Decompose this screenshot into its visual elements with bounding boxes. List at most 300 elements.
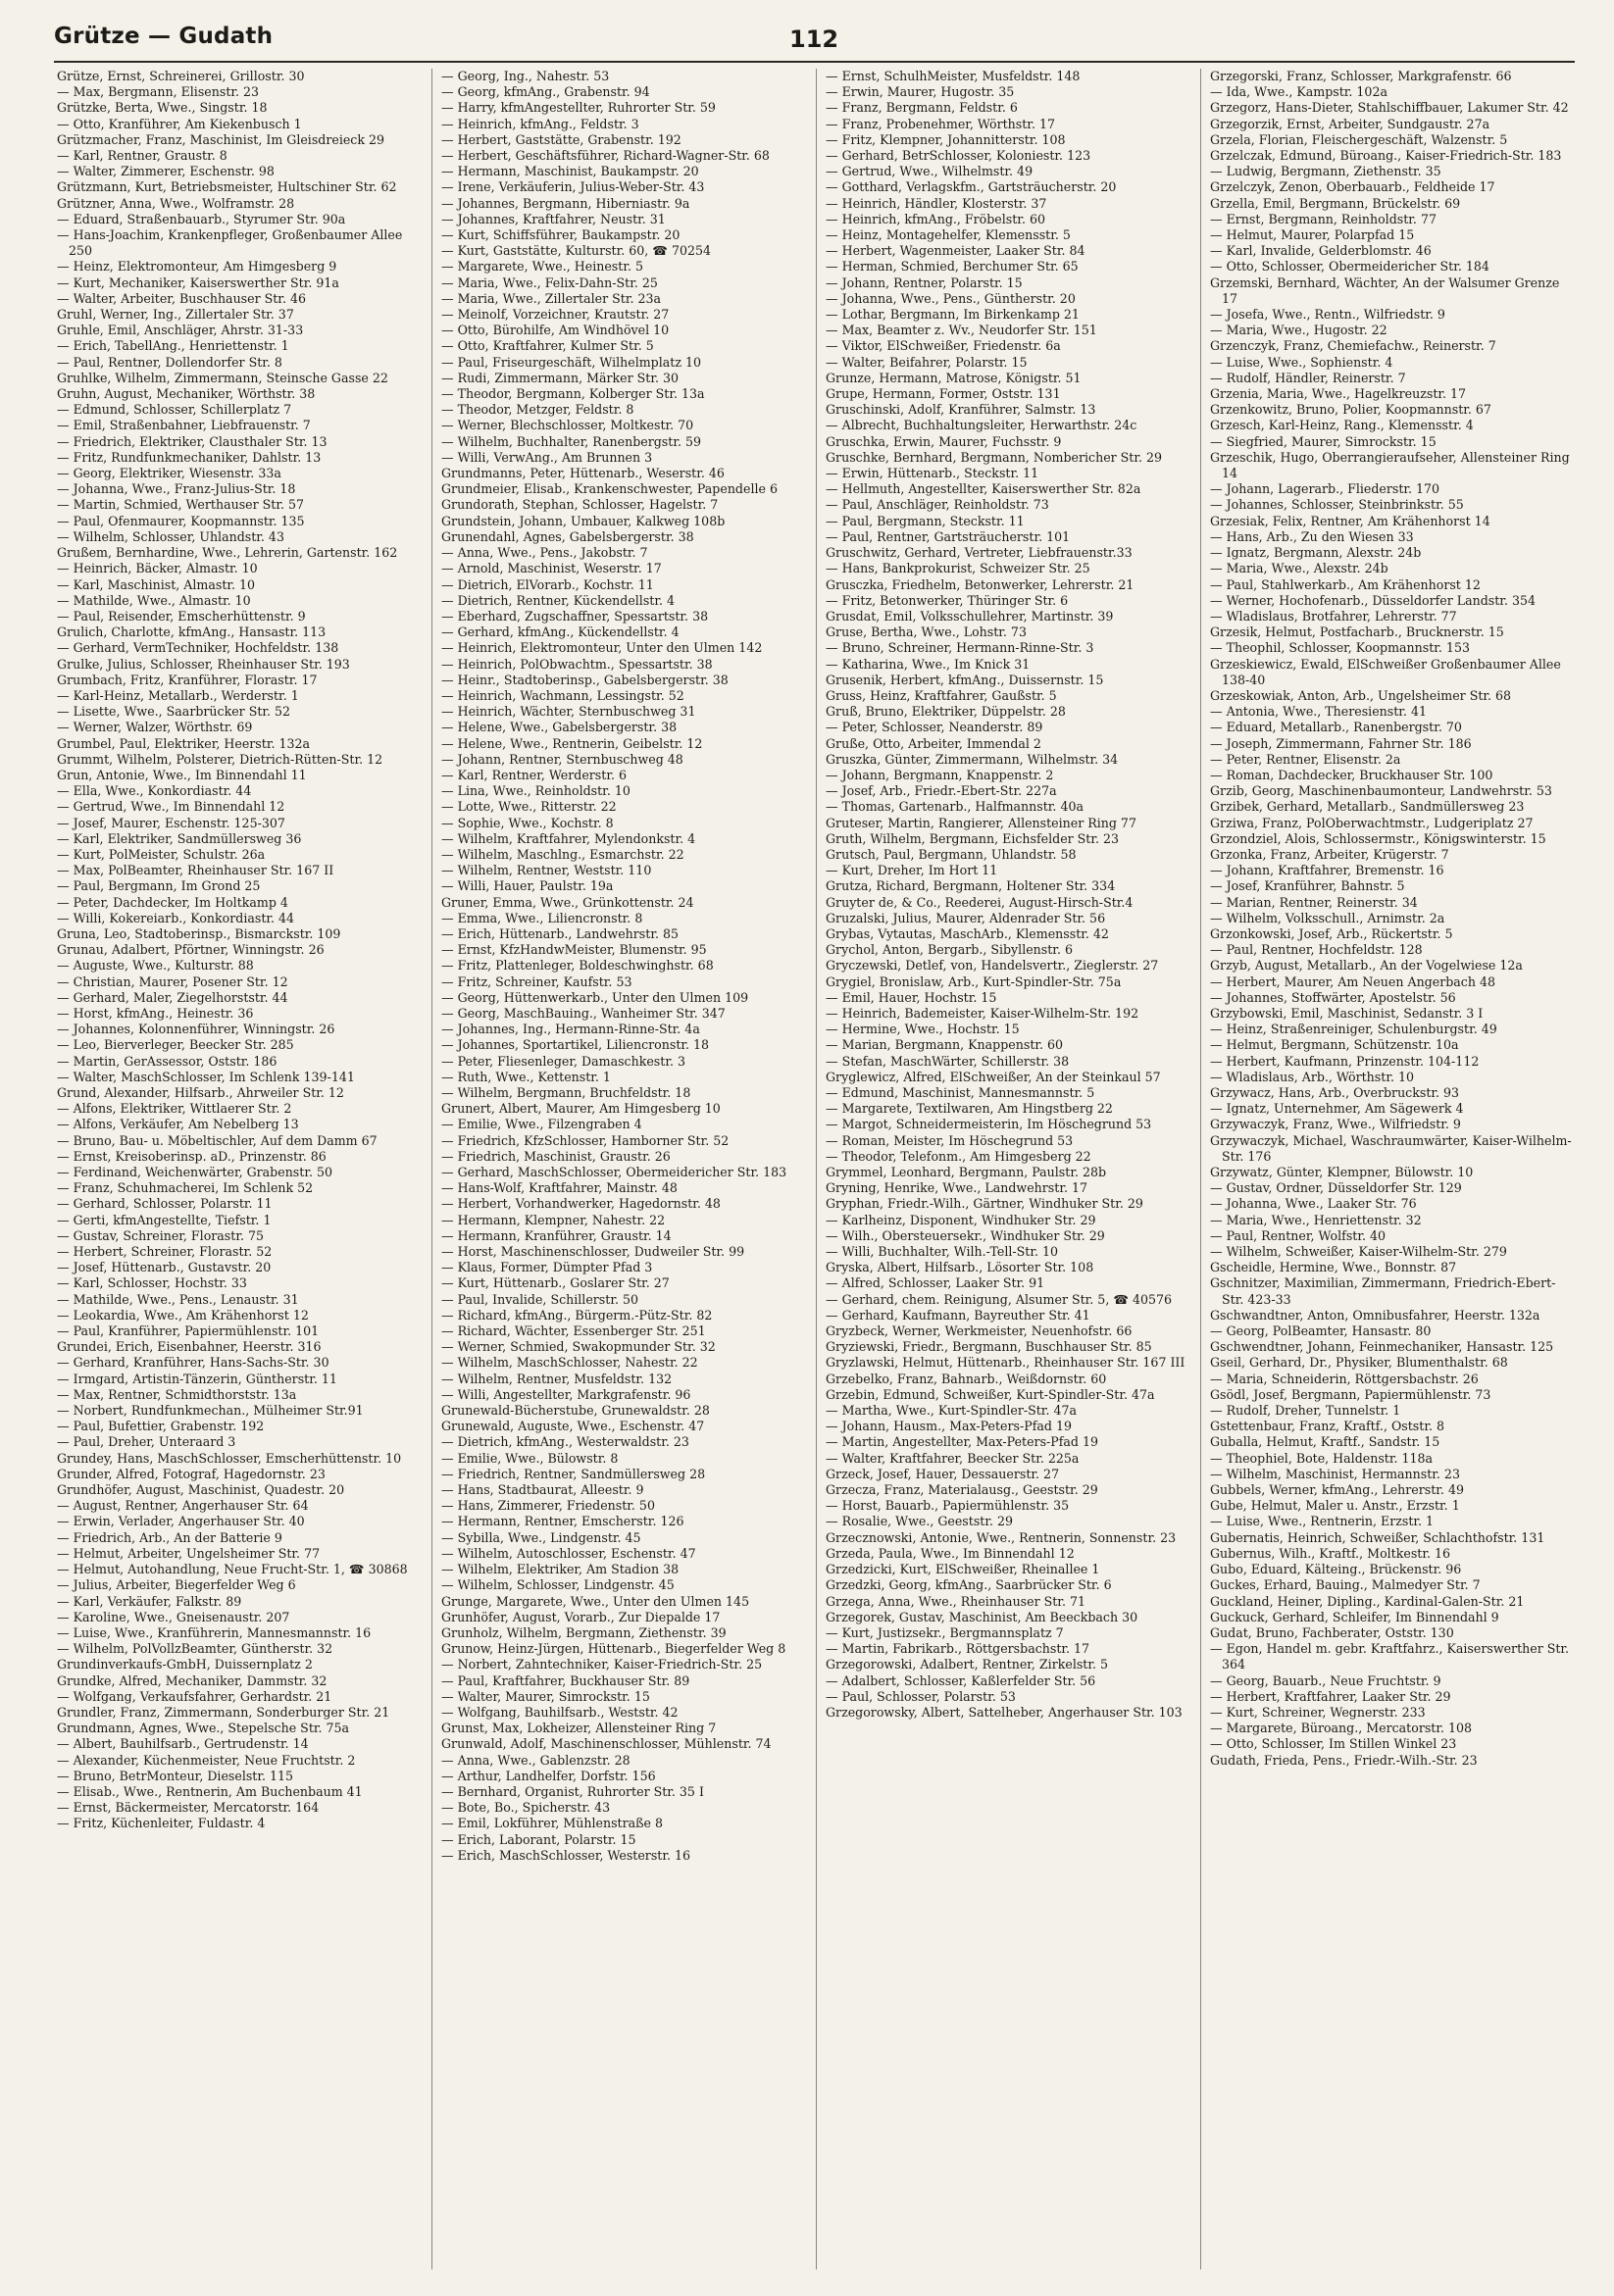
directory-entry: — Georg, kfmAng., Grabenstr. 94	[441, 84, 650, 100]
directory-entry: — Fritz, Küchenleiter, Fuldastr. 4	[57, 1816, 266, 1831]
directory-entry: — Horst, Bauarb., Papiermühlenstr. 35	[826, 1498, 1070, 1514]
directory-entry: — Fritz, Schreiner, Kaufstr. 53	[441, 973, 632, 989]
directory-entry: Gryzbeck, Werner, Werkmeister, Neuenhofstr. 66	[826, 1323, 1133, 1339]
directory-entry: — Kurt, Mechaniker, Kaiserswerther Str. 91a	[57, 275, 339, 290]
directory-entry: — Georg, Elektriker, Wiesenstr. 33a	[57, 466, 281, 481]
directory-entry: — Herbert, Kaufmann, Prinzenstr. 104-112	[1210, 1053, 1480, 1069]
directory-entry: — Max, Beamter z. Wv., Neudorfer Str. 151	[826, 323, 1097, 338]
directory-entry: Grzib, Georg, Maschinenbaumonteur, Landwehrstr. 53	[1210, 783, 1552, 799]
directory-entry: — Maria, Wwe., Felix-Dahn-Str. 25	[441, 275, 658, 290]
directory-entry: — Friedrich, Rentner, Sandmüllersweg 28	[441, 1466, 706, 1481]
directory-entry: — Johannes, Sportartikel, Liliencronstr. 18	[441, 1037, 710, 1053]
directory-entry: — Willi, Buchhalter, Wilh.-Tell-Str. 10	[826, 1244, 1059, 1260]
directory-entry: — Kurt, Schreiner, Wegnerstr. 233	[1210, 1704, 1426, 1720]
directory-entry: Grützmann, Kurt, Betriebsmeister, Hultschiner Str. 62	[57, 179, 397, 195]
directory-entry: — Paul, Kranführer, Papiermühlenstr. 101	[57, 1323, 320, 1339]
directory-entry: Grunholz, Wilhelm, Bergmann, Ziethenstr. 39	[441, 1624, 727, 1640]
directory-entry: Grunau, Adalbert, Pförtner, Winningstr. 26	[57, 942, 325, 958]
directory-entry: Grzenkowitz, Bruno, Polier, Koopmannstr. 67	[1210, 402, 1491, 418]
directory-entry: — Gerhard, Schlosser, Polarstr. 11	[57, 1196, 273, 1212]
directory-entry: Grzywaczyk, Franz, Wwe., Wilfriedstr. 9	[1210, 1117, 1461, 1132]
directory-entry: — Viktor, ElSchweißer, Friedenstr. 6a	[826, 338, 1061, 354]
directory-entry: Grundei, Erich, Eisenbahner, Heerstr. 316	[57, 1339, 322, 1355]
directory-entry: — Hermann, Kranführer, Graustr. 14	[441, 1227, 672, 1243]
directory-entry: Gube, Helmut, Maler u. Anstr., Erzstr. 1	[1210, 1498, 1460, 1514]
directory-entry: Grziwa, Franz, PolOberwachtmstr., Ludgeriplatz 27	[1210, 815, 1534, 830]
directory-entry: — Emilie, Wwe., Filzengraben 4	[441, 1117, 642, 1132]
directory-entry: — Gustav, Ordner, Düsseldorfer Str. 129	[1210, 1180, 1462, 1196]
directory-entry: Grzella, Emil, Bergmann, Brückelstr. 69	[1210, 195, 1461, 211]
directory-entry: — Wilh., Obersteuersekr., Windhuker Str. 29	[826, 1227, 1105, 1243]
directory-entry: — Elisab., Wwe., Rentnerin, Am Buchenbaum 41	[57, 1783, 363, 1799]
directory-entry: — Egon, Handel m. gebr. Kraftfahrz., Kaiserswerther Str. 364	[1210, 1641, 1570, 1672]
directory-entry: — Emil, Lokführer, Mühlenstraße 8	[441, 1816, 664, 1831]
directory-entry: — Erich, Hüttenarb., Landwehrstr. 85	[441, 925, 679, 941]
directory-entry: — Heinrich, Bademeister, Kaiser-Wilhelm-Str. 192	[826, 1005, 1139, 1021]
directory-entry: Grzecza, Franz, Materialausg., Geeststr. 29	[826, 1482, 1098, 1498]
directory-entry: — Leo, Bierverleger, Beecker Str. 285	[57, 1037, 294, 1053]
directory-entry: — Wilhelm, Rentner, Weststr. 110	[441, 863, 652, 878]
directory-entry: — Stefan, MaschWärter, Schillerstr. 38	[826, 1053, 1070, 1069]
directory-entry: Grunst, Max, Lokheizer, Allensteiner Ring 7	[441, 1721, 717, 1736]
directory-entry: — Karl, Invalide, Gelderblomstr. 46	[1210, 243, 1432, 259]
directory-entry: Gruszka, Günter, Zimmermann, Wilhelmstr. 34	[826, 751, 1119, 767]
directory-entry: — Fritz, Rundfunkmechaniker, Dahlstr. 13	[57, 449, 322, 465]
directory-entry: Grützmacher, Franz, Maschinist, Im Gleisdreieck 29	[57, 131, 385, 147]
directory-entry: — Karl, Rentner, Werderstr. 6	[441, 767, 627, 782]
directory-entry: Grußem, Bernhardine, Wwe., Lehrerin, Gartenstr. 162	[57, 545, 398, 561]
directory-entry: — Karl, Elektriker, Sandmüllersweg 36	[57, 830, 302, 846]
directory-entry: — Heinrich, Wächter, Sternbuschweg 31	[441, 704, 696, 720]
directory-entry: — Werner, Schmied, Swakopmunder Str. 32	[441, 1339, 716, 1355]
directory-entry: — Ida, Wwe., Kampstr. 102a	[1210, 84, 1387, 100]
directory-entry: — Josefa, Wwe., Rentn., Wilfriedstr. 9	[1210, 307, 1445, 323]
directory-entry: Guckland, Heiner, Dipling., Kardinal-Galen-Str. 21	[1210, 1593, 1525, 1609]
directory-entry: — Herbert, Gaststätte, Grabenstr. 192	[441, 131, 681, 147]
directory-entry: — Ignatz, Bergmann, Alexstr. 24b	[1210, 545, 1422, 561]
directory-entry: Gruzalski, Julius, Maurer, Aldenrader Str. 56	[826, 910, 1106, 925]
directory-entry: — Eduard, Metallarb., Ranenbergstr. 70	[1210, 720, 1462, 735]
directory-entry: Grzegorek, Gustav, Maschinist, Am Beeckbach 30	[826, 1609, 1138, 1624]
directory-entry: — Max, Rentner, Schmidthorststr. 13a	[57, 1386, 297, 1402]
directory-entry: — Emma, Wwe., Liliencronstr. 8	[441, 910, 643, 925]
directory-entry: Grzonka, Franz, Arbeiter, Krügerstr. 7	[1210, 846, 1449, 862]
directory-entry: — Johannes, Kolonnenführer, Winningstr. 26	[57, 1022, 335, 1037]
directory-entry: — Helmut, Autohandlung, Neue Frucht-Str. 1, ☎ 30868	[57, 1562, 408, 1577]
directory-entry: — Theodor, Bergmann, Kolberger Str. 13a	[441, 386, 705, 402]
directory-entry: — Martin, Angestellter, Max-Peters-Pfad 19	[826, 1434, 1099, 1450]
directory-entry: — Georg, PolBeamter, Hansastr. 80	[1210, 1323, 1432, 1339]
directory-entry: — Eduard, Straßenbauarb., Styrumer Str. 90a	[57, 211, 346, 226]
directory-entry: — Sybilla, Wwe., Lindgenstr. 45	[441, 1529, 641, 1545]
directory-entry: — Albert, Bauhilfsarb., Gertrudenstr. 14	[57, 1736, 309, 1752]
directory-entry: Grzelczak, Edmund, Büroang., Kaiser-Friedrich-Str. 183	[1210, 148, 1562, 164]
directory-column-3	[826, 69, 1190, 2274]
directory-entry: — Gerhard, VermTechniker, Hochfeldstr. 138	[57, 640, 339, 656]
directory-entry: Gstettenbaur, Franz, Kraftf., Oststr. 8	[1210, 1419, 1444, 1434]
directory-entry: Grzyb, August, Metallarb., An der Vogelwiese 12a	[1210, 958, 1523, 973]
directory-entry: Guckes, Erhard, Bauing., Malmedyer Str. 7	[1210, 1577, 1481, 1593]
directory-entry: — Johannes, Stoffwärter, Apostelstr. 56	[1210, 989, 1456, 1005]
directory-entry: — Otto, Kraftfahrer, Kulmer Str. 5	[441, 338, 654, 354]
directory-entry: Guballa, Helmut, Kraftf., Sandstr. 15	[1210, 1434, 1440, 1450]
directory-entry: Gryziewski, Friedr., Bergmann, Buschhauser Str. 85	[826, 1339, 1152, 1355]
directory-entry: — Roman, Meister, Im Höschegrund 53	[826, 1132, 1074, 1148]
directory-entry: — Hermann, Klempner, Nahestr. 22	[441, 1212, 666, 1227]
directory-entry: — Albrecht, Buchhaltungsleiter, Herwarthstr. 24c	[826, 418, 1137, 433]
directory-entry: Gruschke, Bernhard, Bergmann, Nombericher Str. 29	[826, 449, 1163, 465]
directory-entry: Gubernus, Wilh., Kraftf., Moltkestr. 16	[1210, 1545, 1451, 1561]
directory-entry: — Kurt, Dreher, Im Hort 11	[826, 863, 998, 878]
directory-column-4	[1210, 69, 1575, 2274]
directory-entry: Grundmanns, Peter, Hüttenarb., Weserstr. 46	[441, 466, 725, 481]
directory-entry: — Johannes, Kraftfahrer, Neustr. 31	[441, 211, 666, 226]
directory-entry: — Sophie, Wwe., Kochstr. 8	[441, 815, 614, 830]
directory-entry: Grunert, Albert, Maurer, Am Himgesberg 10	[441, 1101, 721, 1117]
directory-entry: — Karlheinz, Disponent, Windhuker Str. 29	[826, 1212, 1096, 1227]
directory-entry: — Rudolf, Dreher, Tunnelstr. 1	[1210, 1403, 1401, 1419]
directory-entry: — Karl-Heinz, Metallarb., Werderstr. 1	[57, 687, 299, 703]
directory-entry: — Ella, Wwe., Konkordiastr. 44	[57, 783, 252, 799]
directory-entry: Gscheidle, Hermine, Wwe., Bonnstr. 87	[1210, 1260, 1457, 1275]
directory-entry: Grzenia, Maria, Wwe., Hagelkreuzstr. 17	[1210, 386, 1467, 402]
directory-entry: Gseil, Gerhard, Dr., Physiker, Blumenthalstr. 68	[1210, 1355, 1508, 1371]
directory-entry: — Wilhelm, Maschlng., Esmarchstr. 22	[441, 846, 684, 862]
directory-entry: Grunewald, Auguste, Wwe., Eschenstr. 47	[441, 1419, 705, 1434]
directory-entry: Gruß, Bruno, Elektriker, Düppelstr. 28	[826, 704, 1066, 720]
directory-entry: — Georg, Hüttenwerkarb., Unter den Ulmen 109	[441, 989, 749, 1005]
directory-entry: — Kurt, Hüttenarb., Goslarer Str. 27	[441, 1275, 670, 1291]
directory-entry: — Peter, Dachdecker, Im Holtkamp 4	[57, 894, 288, 910]
directory-entry: — Paul, Bergmann, Steckstr. 11	[826, 513, 1025, 528]
directory-entry: Grybas, Vytautas, MaschArb., Klemensstr. 42	[826, 925, 1109, 941]
directory-entry: — Gertrud, Wwe., Im Binnendahl 12	[57, 799, 285, 815]
directory-entry: — Werner, Blechschlosser, Moltkestr. 70	[441, 418, 694, 433]
directory-entry: — Fritz, Betonwerker, Thüringer Str. 6	[826, 592, 1069, 608]
directory-entry: — Alfons, Elektriker, Wittlaerer Str. 2	[57, 1101, 292, 1117]
directory-entry: — Friedrich, Arb., An der Batterie 9	[57, 1529, 282, 1545]
directory-entry: — Erich, TabellAng., Henriettenstr. 1	[57, 338, 289, 354]
directory-entry: Grunge, Margarete, Wwe., Unter den Ulmen 145	[441, 1593, 750, 1609]
directory-entry: — Friedrich, Elektriker, Clausthaler Str. 13	[57, 433, 328, 449]
directory-entry: Grunwald, Adolf, Maschinenschlosser, Mühlenstr. 74	[441, 1736, 772, 1752]
directory-entry: — Martha, Wwe., Kurt-Spindler-Str. 47a	[826, 1403, 1077, 1419]
directory-entry: — Georg, Ing., Nahestr. 53	[441, 69, 610, 83]
directory-entry: — Heinrich, Elektromonteur, Unter den Ulmen 142	[441, 640, 763, 656]
directory-entry: — Heinrich, Wachmann, Lessingstr. 52	[441, 687, 684, 703]
directory-entry: Grundmann, Agnes, Wwe., Stepelsche Str. 75a	[57, 1721, 350, 1736]
directory-entry: — Fritz, Klempner, Johannitterstr. 108	[826, 131, 1066, 147]
directory-entry: — Heinz, Montagehelfer, Klemensstr. 5	[826, 227, 1071, 243]
directory-entry: Gubo, Eduard, Kälteing., Brückenstr. 96	[1210, 1562, 1462, 1577]
directory-entry: — Paul, Anschläger, Reinholdstr. 73	[826, 497, 1049, 513]
directory-entry: Gruschka, Erwin, Maurer, Fuchsstr. 9	[826, 433, 1062, 449]
directory-entry: — Werner, Hochofenarb., Düsseldorfer Landstr. 354	[1210, 592, 1536, 608]
directory-entry: — Johann, Kraftfahrer, Bremenstr. 16	[1210, 863, 1444, 878]
directory-entry: — Edmund, Maschinist, Mannesmannstr. 5	[826, 1085, 1095, 1100]
directory-entry: — Ferdinand, Weichenwärter, Grabenstr. 50	[57, 1165, 333, 1180]
directory-entry: Grzesik, Helmut, Postfacharb., Brucknerstr. 15	[1210, 624, 1504, 640]
directory-entry: — Harry, kfmAngestellter, Ruhrorter Str. 59	[441, 100, 716, 116]
directory-entry: — Helmut, Arbeiter, Ungelsheimer Str. 77	[57, 1545, 321, 1561]
directory-entry: — Richard, kfmAng., Bürgerm.-Pütz-Str. 82	[441, 1307, 713, 1323]
directory-entry: — Auguste, Wwe., Kulturstr. 88	[57, 958, 254, 973]
directory-entry: — Josef, Maurer, Eschenstr. 125-307	[57, 815, 285, 830]
directory-entry: — Heinr., Stadtoberinsp., Gabelsbergerstr. 38	[441, 672, 729, 687]
page-title: Grütze — Gudath	[54, 24, 274, 49]
directory-entry: Gschwandtner, Anton, Omnibusfahrer, Heerstr. 132a	[1210, 1307, 1540, 1323]
directory-entry: — Ernst, SchulhMeister, Musfeldstr. 148	[826, 69, 1081, 83]
directory-entry: — Dietrich, kfmAng., Westerwaldstr. 23	[441, 1434, 689, 1450]
directory-entry: — Wolfgang, Verkaufsfahrer, Gerhardstr. 21	[57, 1688, 332, 1704]
directory-entry: — Lothar, Bergmann, Im Birkenkamp 21	[826, 307, 1080, 323]
directory-entry: — Walter, Beifahrer, Polarstr. 15	[826, 354, 1028, 370]
page-number: 112	[789, 25, 839, 53]
directory-entry: — Walter, Arbeiter, Buschhauser Str. 46	[57, 290, 306, 306]
directory-entry: — Kurt, Gaststätte, Kulturstr. 60, ☎ 70254	[441, 243, 712, 259]
directory-entry: — Luise, Wwe., Rentnerin, Erzstr. 1	[1210, 1514, 1435, 1529]
directory-entry: — Herbert, Kraftfahrer, Laaker Str. 29	[1210, 1688, 1451, 1704]
directory-entry: Gschnitzer, Maximilian, Zimmermann, Friedrich-Ebert-Str. 423-33	[1210, 1275, 1556, 1307]
directory-entry: Grzondziel, Alois, Schlossermstr., Königswinterstr. 15	[1210, 830, 1546, 846]
directory-entry: — Karl, Rentner, Graustr. 8	[57, 148, 227, 164]
directory-entry: — Paul, Kraftfahrer, Buckhauser Str. 89	[441, 1672, 690, 1688]
directory-entry: Grundhöfer, August, Maschinist, Quadestr. 20	[57, 1482, 345, 1498]
directory-entry: — Wilhelm, Bergmann, Bruchfeldstr. 18	[441, 1085, 691, 1100]
directory-entry: Grzegorski, Franz, Schlosser, Markgrafenstr. 66	[1210, 69, 1512, 83]
directory-entry: Gryphan, Friedr.-Wilh., Gärtner, Windhuker Str. 29	[826, 1196, 1143, 1212]
directory-entry: — Ernst, KfzHandwMeister, Blumenstr. 95	[441, 942, 707, 958]
directory-entry: Gruner, Emma, Wwe., Grünkottenstr. 24	[441, 894, 694, 910]
directory-entry: — Lisette, Wwe., Saarbrücker Str. 52	[57, 704, 291, 720]
directory-entry: — Wilhelm, Elektriker, Am Stadion 38	[441, 1562, 680, 1577]
directory-entry: Grzegorzik, Ernst, Arbeiter, Sundgaustr. 27a	[1210, 116, 1490, 131]
directory-entry: — Martin, GerAssessor, Oststr. 186	[57, 1053, 277, 1069]
directory-entry: — Otto, Schlosser, Im Stillen Winkel 23	[1210, 1736, 1457, 1752]
directory-entry: — Walter, Maurer, Simrockstr. 15	[441, 1688, 650, 1704]
directory-entry: Gruhn, August, Mechaniker, Wörthstr. 38	[57, 386, 316, 402]
directory-entry: Gruteser, Martin, Rangierer, Allensteiner Ring 77	[826, 815, 1136, 830]
directory-entry: — Dietrich, Rentner, Kückendellstr. 4	[441, 592, 676, 608]
directory-entry: — Dietrich, ElVorarb., Kochstr. 11	[441, 576, 654, 592]
directory-entry: — Bote, Bo., Spicherstr. 43	[441, 1800, 611, 1816]
directory-entry: — Paul, Friseurgeschäft, Wilhelmplatz 10	[441, 354, 702, 370]
directory-entry: — Paul, Reisender, Emscherhüttenstr. 9	[57, 608, 306, 624]
directory-entry: — Otto, Kranführer, Am Kiekenbusch 1	[57, 116, 302, 131]
directory-entry: — Mathilde, Wwe., Almastr. 10	[57, 592, 251, 608]
directory-entry: — Adalbert, Schlosser, Kaßlerfelder Str. 56	[826, 1672, 1096, 1688]
directory-entry: — Emilie, Wwe., Bülowstr. 8	[441, 1450, 619, 1466]
directory-entry: — Gerhard, Kranführer, Hans-Sachs-Str. 30	[57, 1355, 329, 1371]
directory-entry: — Hermann, Maschinist, Baukampstr. 20	[441, 164, 699, 179]
directory-entry: — Maria, Wwe., Zillertaler Str. 23a	[441, 290, 661, 306]
directory-entry: — Margarete, Wwe., Heinestr. 5	[441, 259, 643, 275]
directory-entry: — Thomas, Gartenarb., Halfmannstr. 40a	[826, 799, 1084, 815]
directory-entry: — Johannes, Schlosser, Steinbrinkstr. 55	[1210, 497, 1464, 513]
directory-entry: — Herbert, Geschäftsführer, Richard-Wagner-Str. 68	[441, 148, 770, 164]
directory-entry: Gruße, Otto, Arbeiter, Immendal 2	[826, 735, 1041, 751]
directory-entry: — Helmut, Maurer, Polarpfad 15	[1210, 227, 1415, 243]
directory-entry: — Johann, Hausm., Max-Peters-Pfad 19	[826, 1419, 1072, 1434]
directory-entry: — Wilhelm, Buchhalter, Ranenbergstr. 59	[441, 433, 701, 449]
directory-entry: — Heinz, Elektromonteur, Am Himgesberg 9	[57, 259, 337, 275]
directory-entry: Grzega, Anna, Wwe., Rheinhauser Str. 71	[826, 1593, 1085, 1609]
directory-entry: — Martin, Schmied, Werthauser Str. 57	[57, 497, 304, 513]
directory-entry: Grzela, Florian, Fleischergeschäft, Walzenstr. 5	[1210, 131, 1508, 147]
directory-entry: — Werner, Walzer, Wörthstr. 69	[57, 720, 253, 735]
directory-entry: — Paul, Dreher, Unteraard 3	[57, 1434, 236, 1450]
directory-entry: Grzeskiewicz, Ewald, ElSchweißer Großenbaumer Allee 138-40	[1210, 656, 1561, 687]
directory-entry: Grzeck, Josef, Hauer, Dessauerstr. 27	[826, 1466, 1060, 1481]
directory-entry: Grusenik, Herbert, kfmAng., Duissernstr. 15	[826, 672, 1104, 687]
directory-entry: Grützke, Berta, Wwe., Singstr. 18	[57, 100, 268, 116]
directory-entry: — Paul, Rentner, Wolfstr. 40	[1210, 1227, 1387, 1243]
directory-entry: — Gerhard, Kaufmann, Bayreuther Str. 41	[826, 1307, 1090, 1323]
directory-entry: Guckuck, Gerhard, Schleifer, Im Binnendahl 9	[1210, 1609, 1499, 1624]
directory-entry: — Wolfgang, Bauhilfsarb., Weststr. 42	[441, 1704, 679, 1720]
directory-entry: — Hans, Bankprokurist, Schweizer Str. 25	[826, 561, 1090, 576]
directory-entry: Grumbel, Paul, Elektriker, Heerstr. 132a	[57, 735, 311, 751]
directory-entry: — Lotte, Wwe., Ritterstr. 22	[441, 799, 617, 815]
directory-entry: — Norbert, Zahntechniker, Kaiser-Friedrich-Str. 25	[441, 1657, 763, 1672]
directory-entry: — Johanna, Wwe., Pens., Güntherstr. 20	[826, 290, 1076, 306]
directory-entry: Grundmeier, Elisab., Krankenschwester, Papendelle 6	[441, 481, 778, 497]
directory-entry: Grzelczyk, Zenon, Oberbauarb., Feldheide 17	[1210, 179, 1495, 195]
directory-entry: Grzebelko, Franz, Bahnarb., Weißdornstr. 60	[826, 1371, 1107, 1386]
directory-entry: Grzecznowski, Antonie, Wwe., Rentnerin, Sonnenstr. 23	[826, 1529, 1177, 1545]
directory-entry: — Friedrich, Maschinist, Graustr. 26	[441, 1148, 671, 1164]
directory-entry: — Erwin, Maurer, Hugostr. 35	[826, 84, 1015, 100]
directory-entry: Grunow, Heinz-Jürgen, Hüttenarb., Biegerfelder Weg 8	[441, 1641, 786, 1657]
directory-entry: Gsödl, Josef, Bergmann, Papiermühlenstr. 73	[1210, 1386, 1491, 1402]
directory-entry: — Hermine, Wwe., Hochstr. 15	[826, 1022, 1020, 1037]
directory-entry: — Gustav, Schreiner, Florastr. 75	[57, 1227, 264, 1243]
directory-entry: — Ernst, Bergmann, Reinholdstr. 77	[1210, 211, 1437, 226]
directory-entry: — Norbert, Rundfunkmechan., Mülheimer Str.91	[57, 1403, 364, 1419]
directory-entry: — Wilhelm, Rentner, Musfeldstr. 132	[441, 1371, 673, 1386]
directory-entry: — Max, Bergmann, Elisenstr. 23	[57, 84, 260, 100]
directory-entry: — Paul, Bufettier, Grabenstr. 192	[57, 1419, 265, 1434]
directory-entry: — Wladislaus, Brotfahrer, Lehrerstr. 77	[1210, 608, 1457, 624]
directory-entry: — Siegfried, Maurer, Simrockstr. 15	[1210, 433, 1437, 449]
directory-entry: — Otto, Bürohilfe, Am Windhövel 10	[441, 323, 670, 338]
directory-entry: — Kurt, Schiffsführer, Baukampstr. 20	[441, 227, 681, 243]
directory-entry: — Herbert, Vorhandwerker, Hagedornstr. 48	[441, 1196, 721, 1212]
directory-entry: — Luise, Wwe., Sophienstr. 4	[1210, 354, 1393, 370]
directory-entry: — Bruno, Schreiner, Hermann-Rinne-Str. 3	[826, 640, 1094, 656]
directory-entry: — Johann, Rentner, Polarstr. 15	[826, 275, 1023, 290]
directory-entry: Grunder, Alfred, Fotograf, Hagedornstr. 23	[57, 1466, 326, 1481]
directory-columns	[57, 69, 1575, 2274]
directory-entry: — Ernst, Bäckermeister, Mercatorstr. 164	[57, 1800, 320, 1816]
directory-entry: — Wilhelm, Schlosser, Lindgenstr. 45	[441, 1577, 675, 1593]
directory-entry: Grzedzicki, Kurt, ElSchweißer, Rheinallee 1	[826, 1562, 1100, 1577]
directory-entry: Gruhlke, Wilhelm, Zimmermann, Steinsche Gasse 22	[57, 370, 388, 385]
directory-entry: Grzesch, Karl-Heinz, Rang., Klemensstr. 4	[1210, 418, 1474, 433]
directory-entry: — Gerhard, BetrSchlosser, Koloniestr. 123	[826, 148, 1091, 164]
directory-entry: — Peter, Rentner, Elisenstr. 2a	[1210, 751, 1401, 767]
directory-entry: Grumbach, Fritz, Kranführer, Florastr. 17	[57, 672, 318, 687]
directory-entry: — Johannes, Ing., Hermann-Rinne-Str. 4a	[441, 1022, 700, 1037]
directory-entry: — Willi, Kokereiarb., Konkordiastr. 44	[57, 910, 295, 925]
directory-entry: — Josef, Hüttenarb., Gustavstr. 20	[57, 1260, 272, 1275]
directory-entry: — Paul, Invalide, Schillerstr. 50	[441, 1291, 638, 1307]
header-rule	[54, 61, 1575, 63]
directory-entry: Grutsch, Paul, Bergmann, Uhlandstr. 58	[826, 846, 1077, 862]
directory-entry: Grulke, Julius, Schlosser, Rheinhauser Str. 193	[57, 656, 350, 672]
directory-entry: — Heinrich, kfmAng., Fröbelstr. 60	[826, 211, 1045, 226]
directory-entry: — Paul, Rentner, Gartsträucherstr. 101	[826, 528, 1071, 544]
directory-entry: — Wilhelm, Volksschull., Arnimstr. 2a	[1210, 910, 1445, 925]
directory-entry: — Erwin, Verlader, Angerhauser Str. 40	[57, 1514, 305, 1529]
directory-entry: — Max, PolBeamter, Rheinhauser Str. 167 II	[57, 863, 334, 878]
directory-entry: — Roman, Dachdecker, Bruckhauser Str. 100	[1210, 767, 1493, 782]
directory-entry: — Theophiel, Bote, Haldenstr. 118a	[1210, 1450, 1434, 1466]
directory-entry: — Franz, Schuhmacherei, Im Schlenk 52	[57, 1180, 314, 1196]
directory-entry: — Heinrich, Bäcker, Almastr. 10	[57, 561, 258, 576]
directory-entry: — Fritz, Plattenleger, Boldeschwinghstr. 68	[441, 958, 714, 973]
directory-entry: Grundinverkaufs-GmbH, Duissernplatz 2	[57, 1657, 313, 1672]
directory-entry: — Maria, Wwe., Hugostr. 22	[1210, 323, 1387, 338]
directory-entry: — Christian, Maurer, Posener Str. 12	[57, 973, 288, 989]
directory-entry: — Meinolf, Vorzeichner, Krautstr. 27	[441, 307, 670, 323]
directory-entry: — Johanna, Wwe., Franz-Julius-Str. 18	[57, 481, 296, 497]
directory-entry: — Hellmuth, Angestellter, Kaiserswerther Str. 82a	[826, 481, 1141, 497]
directory-entry: — Wilhelm, Schlosser, Uhlandstr. 43	[57, 528, 284, 544]
directory-entry: — Rudi, Zimmermann, Märker Str. 30	[441, 370, 679, 385]
directory-entry: Grzeda, Paula, Wwe., Im Binnendahl 12	[826, 1545, 1075, 1561]
directory-column-1	[57, 69, 422, 2274]
directory-entry: Gubernatis, Heinrich, Schweißer, Schlachthofstr. 131	[1210, 1529, 1545, 1545]
directory-entry: Grusczka, Friedhelm, Betonwerker, Lehrerstr. 21	[826, 576, 1135, 592]
page-header	[54, 24, 1575, 63]
directory-entry: — Walter, MaschSchlosser, Im Schlenk 139-141	[57, 1069, 355, 1084]
directory-entry: — Johann, Rentner, Sternbuschweg 48	[441, 751, 683, 767]
directory-entry: — Paul, Rentner, Hochfeldstr. 128	[1210, 942, 1423, 958]
directory-entry: — Johann, Bergmann, Knappenstr. 2	[826, 767, 1054, 782]
directory-entry: — Julius, Arbeiter, Biegerfelder Weg 6	[57, 1577, 296, 1593]
directory-entry: — Rudolf, Händler, Reinerstr. 7	[1210, 370, 1406, 385]
directory-entry: — Johanna, Wwe., Laaker Str. 76	[1210, 1196, 1417, 1212]
directory-entry: — Wilhelm, Kraftfahrer, Mylendonkstr. 4	[441, 830, 696, 846]
directory-entry: — Paul, Stahlwerkarb., Am Krähenhorst 12	[1210, 576, 1481, 592]
directory-entry: Grzywacz, Hans, Arb., Overbruckstr. 93	[1210, 1085, 1460, 1100]
directory-entry: — Georg, Bauarb., Neue Fruchtstr. 9	[1210, 1672, 1441, 1688]
directory-entry: Grzesiak, Felix, Rentner, Am Krähenhorst 14	[1210, 513, 1490, 528]
directory-entry: — Peter, Schlosser, Neanderstr. 89	[826, 720, 1043, 735]
directory-entry: Gruna, Leo, Stadtoberinsp., Bismarckstr. 109	[57, 925, 341, 941]
directory-entry: Grun, Antonie, Wwe., Im Binnendahl 11	[57, 767, 307, 782]
directory-entry: — Friedrich, KfzSchlosser, Hamborner Str. 52	[441, 1132, 730, 1148]
directory-entry: Gschwendtner, Johann, Feinmechaniker, Hansastr. 125	[1210, 1339, 1554, 1355]
directory-entry: — Hans, Stadtbaurat, Alleestr. 9	[441, 1482, 644, 1498]
directory-entry: Gudat, Bruno, Fachberater, Oststr. 130	[1210, 1624, 1454, 1640]
directory-entry: Grundorath, Stephan, Schlosser, Hagelstr. 7	[441, 497, 719, 513]
directory-entry: — Margarete, Textilwaren, Am Hingstberg 22	[826, 1101, 1113, 1117]
directory-entry: — Horst, kfmAng., Heinestr. 36	[57, 1005, 254, 1021]
directory-entry: — Wladislaus, Arb., Wörthstr. 10	[1210, 1069, 1414, 1084]
directory-entry: — Paul, Ofenmaurer, Koopmannstr. 135	[57, 513, 305, 528]
directory-entry: — Bruno, BetrMonteur, Dieselstr. 115	[57, 1768, 294, 1783]
directory-entry: — Gerhard, kfmAng., Kückendellstr. 4	[441, 624, 680, 640]
directory-entry: Grundke, Alfred, Mechaniker, Dammstr. 32	[57, 1672, 328, 1688]
directory-entry: — Hans, Zimmerer, Friedenstr. 50	[441, 1498, 655, 1514]
directory-entry: — Emil, Straßenbahner, Liebfrauenstr. 7	[57, 418, 311, 433]
directory-entry: Grzibek, Gerhard, Metallarb., Sandmüllersweg 23	[1210, 799, 1525, 815]
directory-entry: — Helene, Wwe., Rentnerin, Geibelstr. 12	[441, 735, 703, 751]
directory-entry: — Marian, Rentner, Reinerstr. 34	[1210, 894, 1418, 910]
directory-entry: — Walter, Kraftfahrer, Beecker Str. 225a	[826, 1450, 1080, 1466]
